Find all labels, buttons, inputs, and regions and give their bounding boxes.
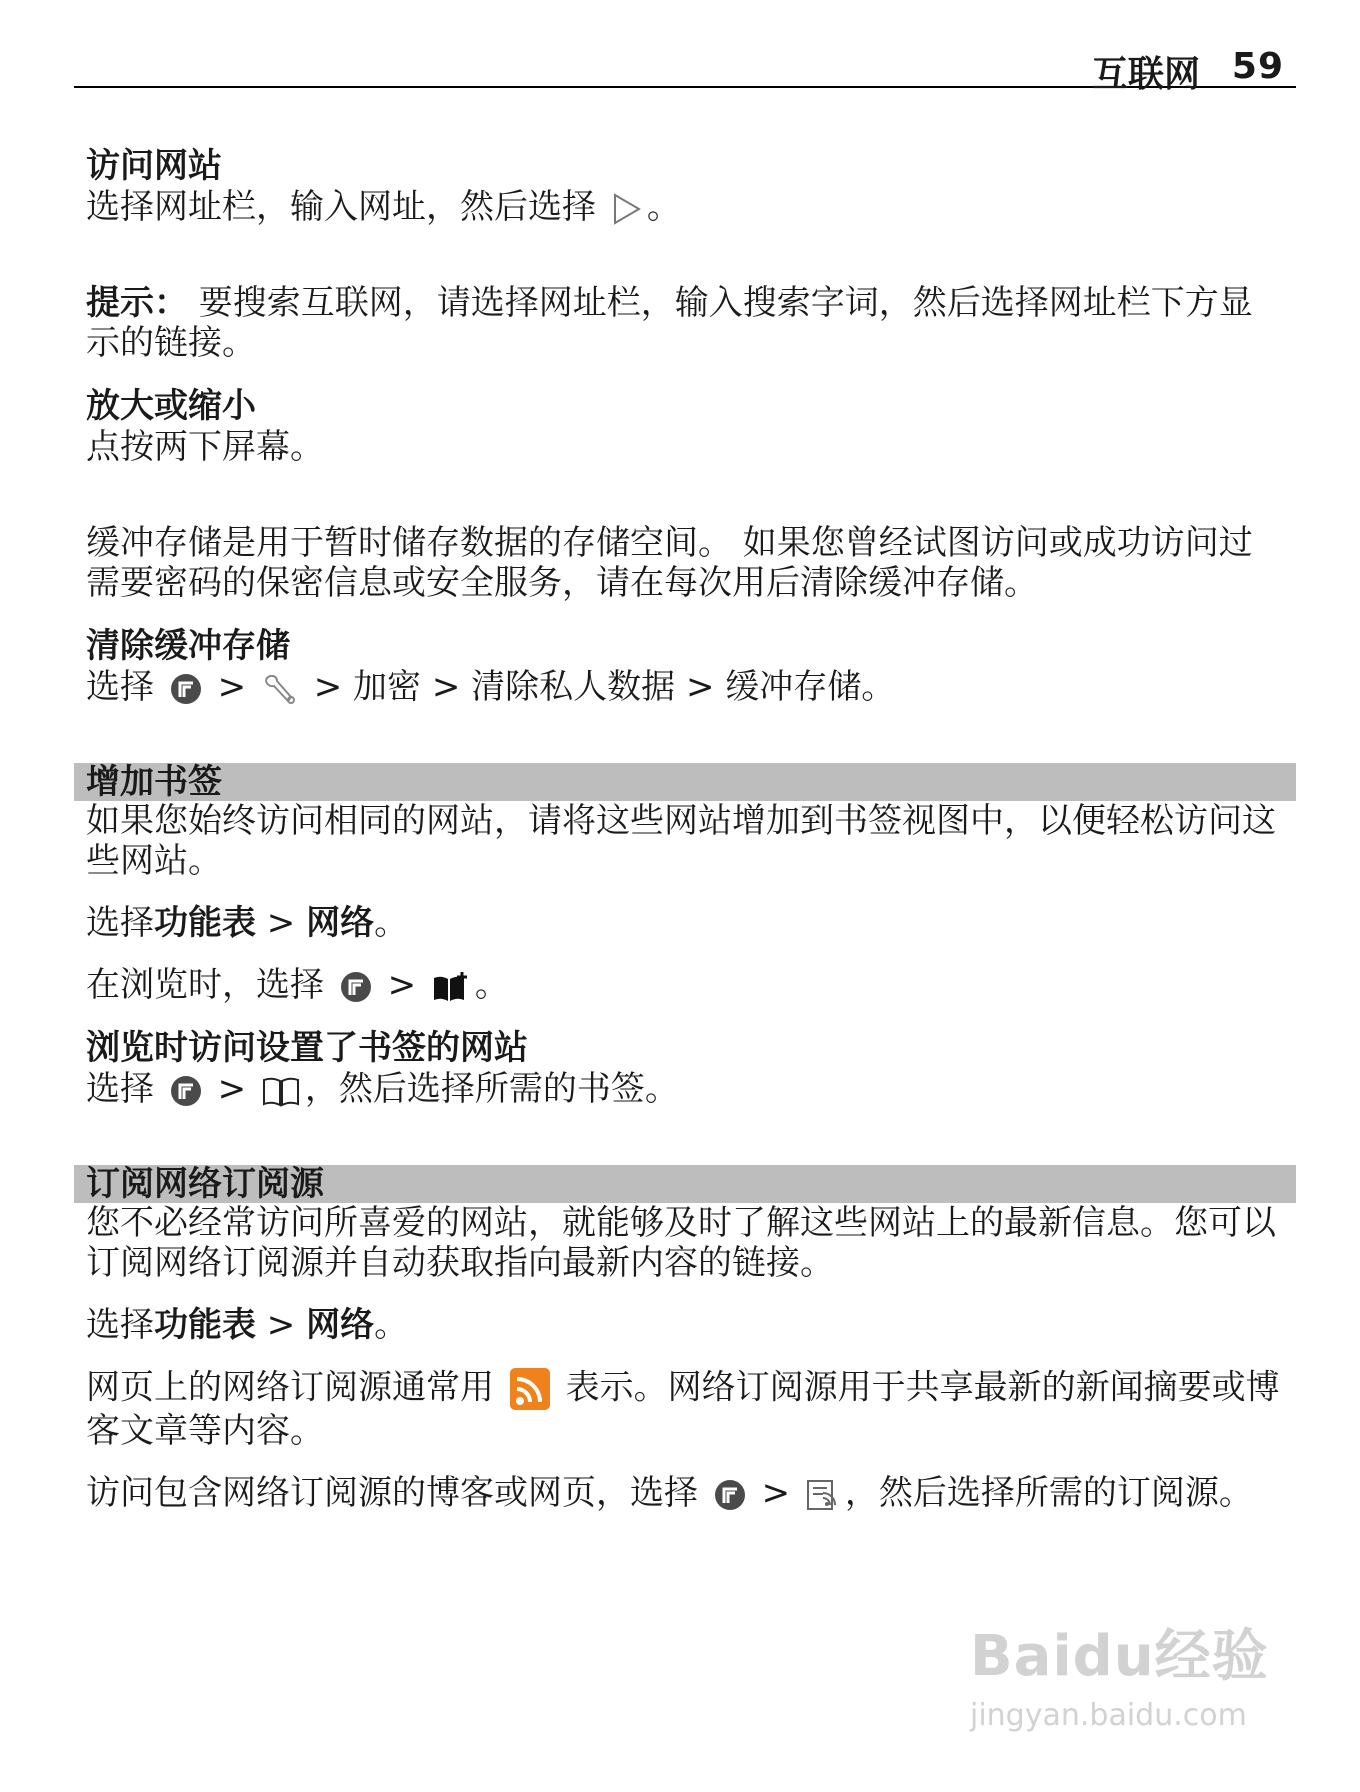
- section-bar-web-feeds: 订阅网络订阅源: [74, 1165, 1296, 1203]
- heading-visit-site: 访问网站: [86, 146, 222, 186]
- watermark-url: jingyan.baidu.com: [970, 1698, 1247, 1733]
- options-icon: [169, 672, 203, 706]
- options-icon: [339, 970, 373, 1004]
- bookmark-select-menu: 选择功能表 > 网络。: [86, 903, 409, 943]
- bookmark-intro: 如果您始终访问相同的网站，请将这些网站增加到书签视图中，以便轻松访问这些网站。: [86, 801, 1276, 881]
- feeds-select-menu: 选择功能表 > 网络。: [86, 1305, 409, 1345]
- tip-label: 提示：: [86, 283, 188, 323]
- page-content: [86, 145, 1286, 1513]
- bookmarks-book-icon: [261, 1074, 301, 1108]
- zoom-text: 点按两下屏幕。: [86, 427, 324, 467]
- cache-paragraph: 缓冲存储是用于暂时储存数据的存储空间。 如果您曾经试图访问或成功访问过需要密码的保密信息或安全服务，请在每次用后清除缓冲存储。: [86, 523, 1253, 603]
- options-icon: [713, 1478, 747, 1512]
- feeds-rss-paragraph: 网页上的网络订阅源通常用 表示。网络订阅源用于共享最新的新闻摘要或博客文章等内容。: [86, 1367, 1280, 1451]
- bookmark-visit-step: 选择 > ，然后选择所需的书签。: [86, 1069, 679, 1109]
- section-title: 互联网: [1091, 54, 1200, 95]
- rss-feed-icon: [509, 1367, 551, 1411]
- visit-site-text: 选择网址栏，输入网址，然后选择 。: [86, 187, 681, 227]
- heading-clear-cache: 清除缓冲存储: [86, 626, 290, 666]
- feeds-visit-step: 访问包含网络订阅源的博客或网页，选择 > ，然后选择所需的订阅源。: [86, 1473, 1253, 1513]
- heading-zoom: 放大或缩小: [86, 386, 256, 426]
- page-header: [74, 40, 1296, 95]
- heading-visit-bookmarked: 浏览时访问设置了书签的网站: [86, 1028, 528, 1068]
- options-icon: [169, 1074, 203, 1108]
- web-feeds-icon: [805, 1478, 841, 1512]
- go-arrow-icon: [611, 192, 643, 226]
- add-bookmark-icon: [431, 970, 471, 1004]
- page-number: 59: [1231, 46, 1284, 87]
- feeds-intro: 您不必经常访问所喜爱的网站，就能够及时了解这些网站上的最新信息。您可以订阅网络订阅源并自动获取指向最新内容的链接。: [86, 1203, 1276, 1283]
- watermark-logo: Baidu经验: [970, 1624, 1269, 1689]
- wrench-settings-icon: [261, 672, 299, 706]
- bookmark-browse-step: 在浏览时，选择 > 。: [86, 965, 509, 1005]
- section-bar-add-bookmark: 增加书签: [74, 763, 1296, 801]
- baidu-watermark: [970, 1612, 1300, 1752]
- tip-paragraph: 提示： 要搜索互联网，请选择网址栏，输入搜索字词，然后选择网址栏下方显示的链接。: [86, 283, 1253, 363]
- clear-cache-steps: 选择 > > 加密 > 清除私人数据 > 缓冲存储。: [86, 667, 896, 707]
